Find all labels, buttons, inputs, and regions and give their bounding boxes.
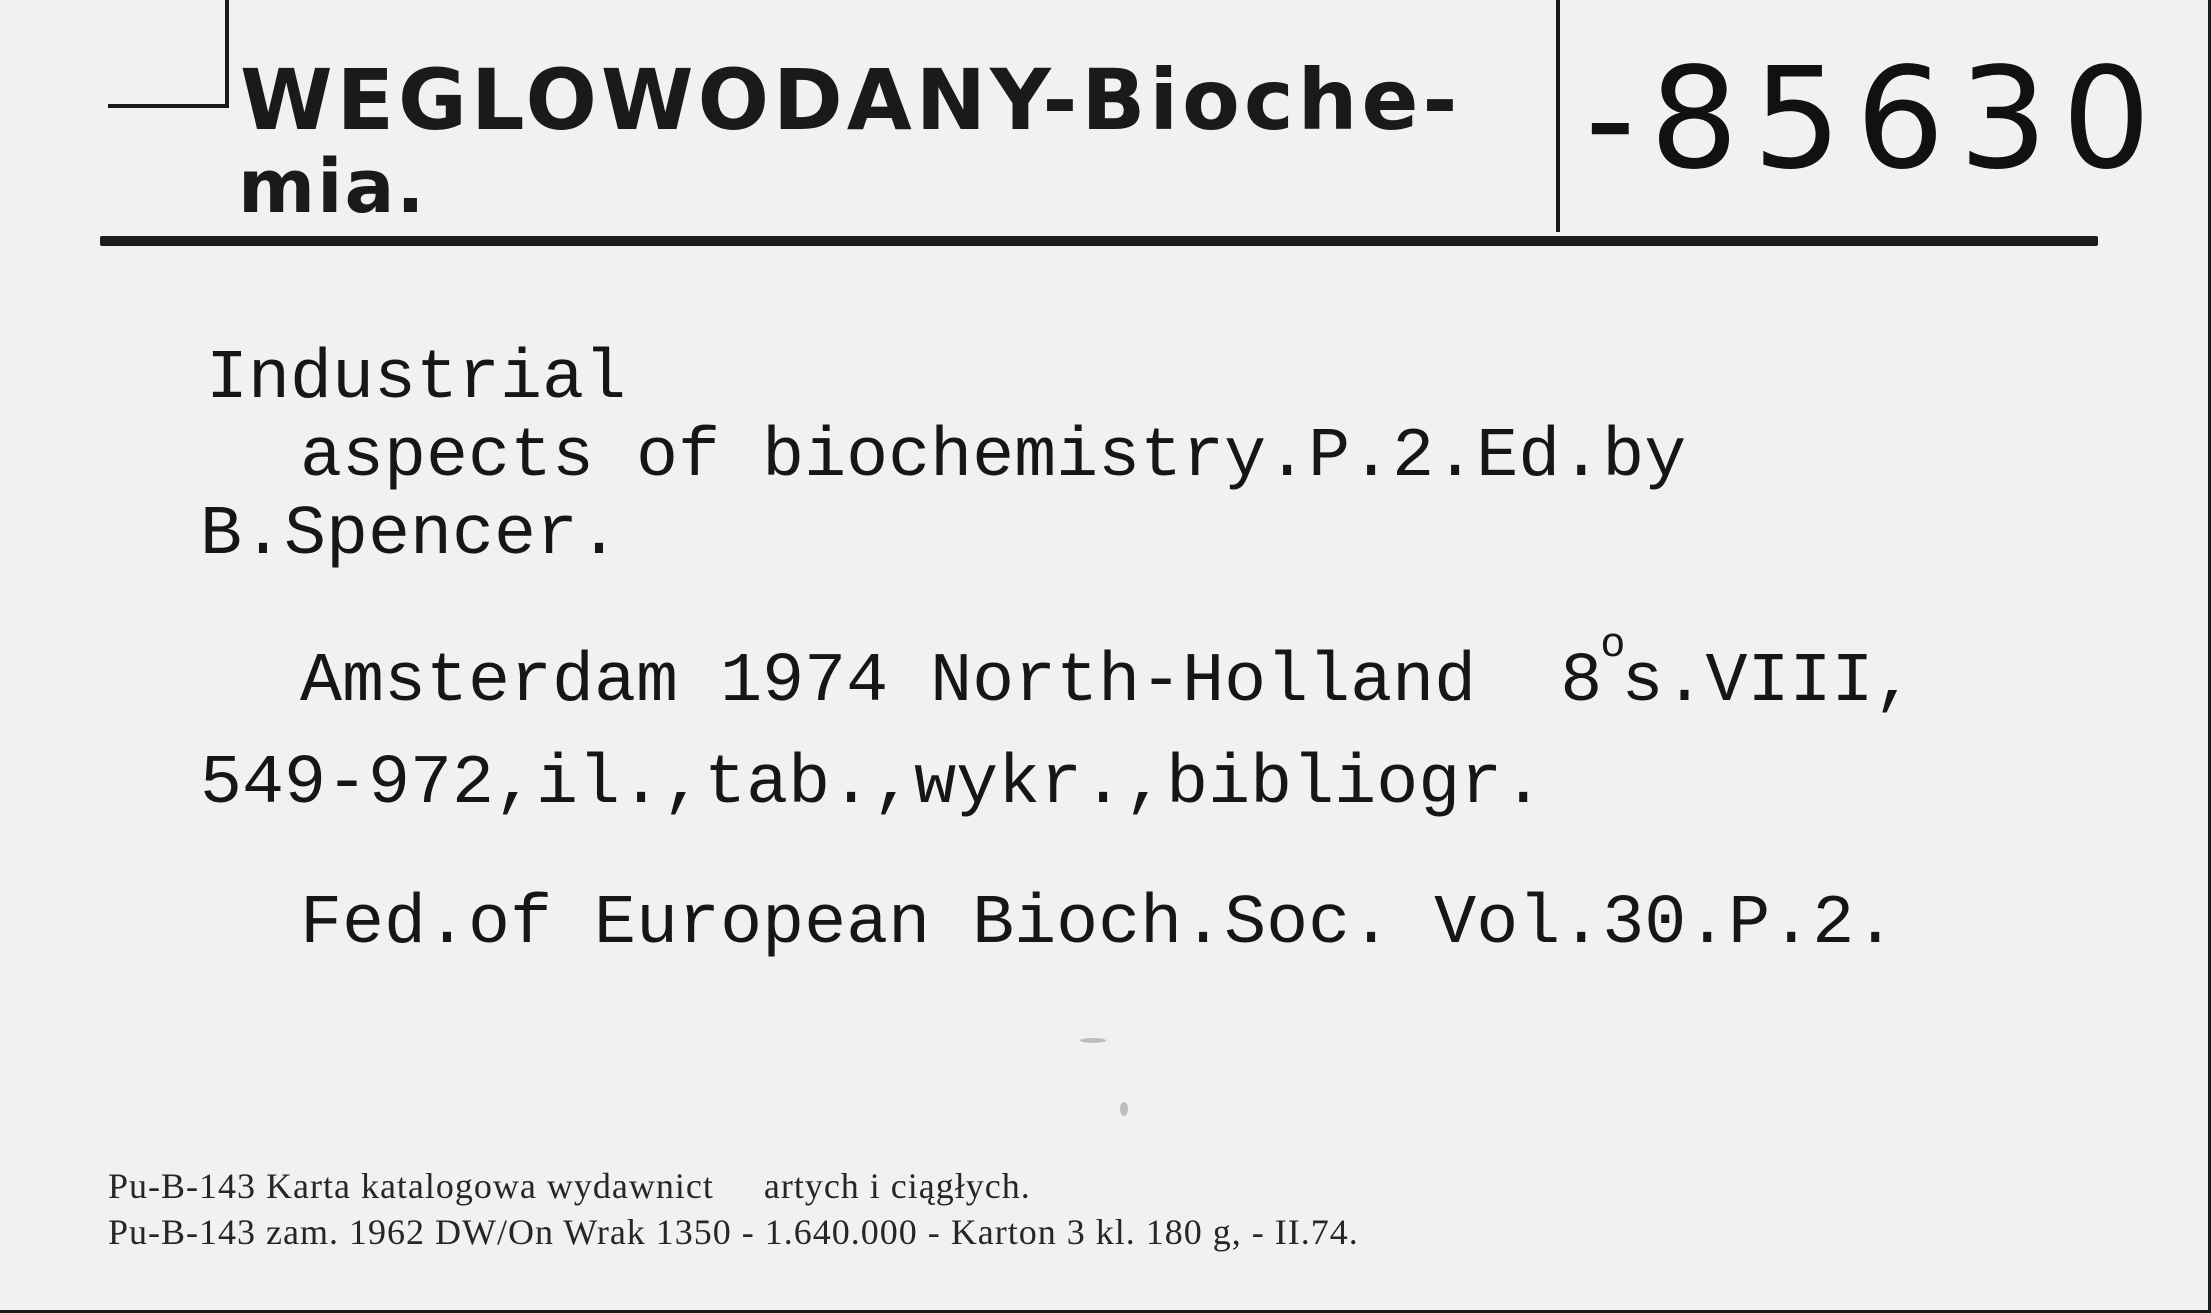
title-line-1: Industrial [206, 340, 627, 419]
card-form-footer-line-1: Pu-B-143 Karta katalogowa wydawnict artych i ciągłych. [108, 1166, 1031, 1206]
imprint-line-2: 549-972,il.,tab.,wykr.,bibliogr. [200, 745, 1545, 824]
title-line-2: aspects of biochemistry.P.2.Ed.by [300, 418, 1687, 497]
catalog-number: -85630 [1585, 38, 2165, 201]
card-corner-mark-horizontal [108, 104, 228, 108]
paper-speck [1120, 1102, 1128, 1116]
imprint-pagination: s.VIII, [1621, 643, 1916, 722]
series-statement: Fed.of European Bioch.Soc. Vol.30.P.2. [300, 885, 1897, 964]
header-rule [100, 236, 2098, 246]
paper-speck [1080, 1038, 1106, 1043]
title-line-3: B.Spencer. [200, 496, 621, 575]
format-degree-mark: o [1600, 621, 1626, 669]
subject-heading-line-2: mia. [238, 144, 427, 230]
header-divider [1556, 0, 1560, 232]
imprint-line-1 [300, 621, 1916, 722]
subject-heading-line-1: WEGLOWODANY-Bioche- [240, 51, 1462, 149]
card-form-footer-line-2: Pu-B-143 zam. 1962 DW/On Wrak 1350 - 1.640.000 - Karton 3 kl. 180 g, - II.74. [108, 1212, 1359, 1252]
imprint-place-date-publisher: Amsterdam 1974 North-Holland 8 [300, 643, 1603, 722]
card-corner-mark-vertical [225, 0, 229, 108]
